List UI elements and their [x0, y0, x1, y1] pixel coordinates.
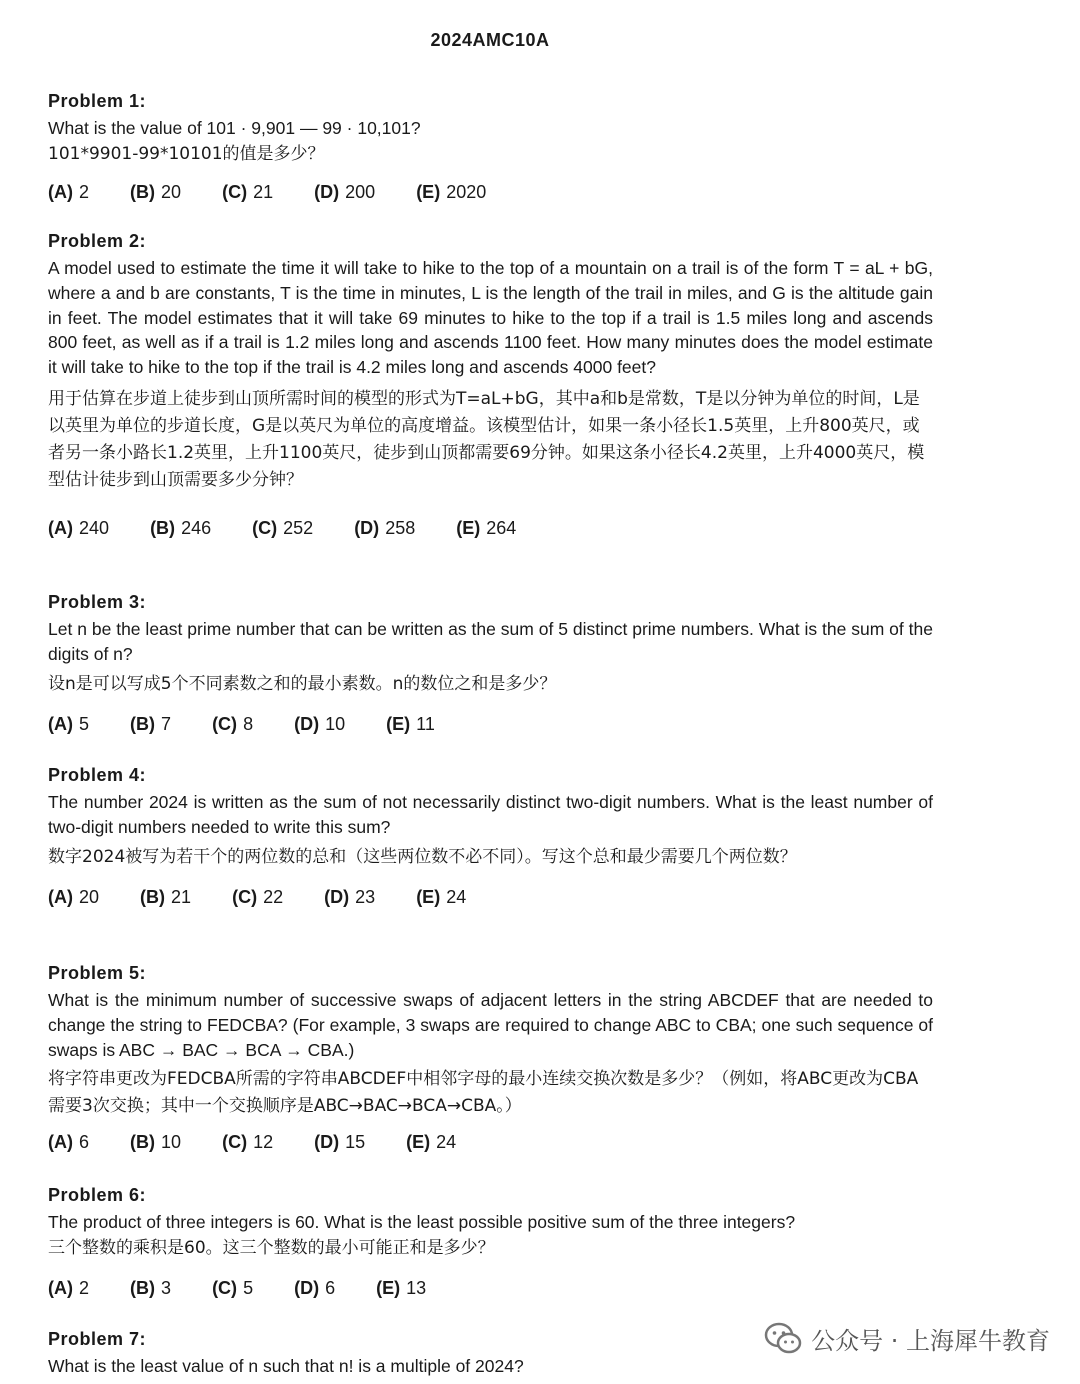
choice-e: (E) 24: [416, 886, 467, 907]
choice-d: (D) 23: [324, 886, 376, 907]
problem-text-en: A model used to estimate the time it will take to hike to the top of a mountain on a trail is of the form T = aL + bG, where a and b are constants, T is the time in minutes, L is the length of the trail in miles, and G is the altitude gain in feet. The model estimates that it will take 69 minutes to hike to the top if a trail is 1.5 miles long and ascends 800 feet, as well as if a trail is 1.2 miles long and ascends 1100 feet. How many minutes does the model estimate it will take to hike to the top if the trail is 4.2 miles long and ascends 4000 feet?: [48, 258, 933, 378]
choice-e: (E) 13: [376, 1277, 427, 1298]
choice-b: (B) 7: [130, 713, 172, 734]
choice-c: (C) 8: [212, 713, 254, 734]
choice-b: (B) 20: [130, 181, 182, 202]
problem-text-zh: 数字2024被写为若干个的两位数的总和（这些两位数不必不同）。写这个总和最少需要几个两位数？: [48, 846, 797, 867]
watermark: [763, 1318, 1050, 1358]
choice-a: (A) 20: [48, 886, 100, 907]
problem-6: [48, 1184, 933, 1300]
problem-title: Problem 1:: [48, 91, 147, 111]
choice-a: (A) 2: [48, 181, 90, 202]
choice-a: (A) 240: [48, 517, 110, 538]
choice-e: (E) 11: [386, 713, 435, 734]
answer-choices: [48, 1276, 933, 1300]
problem-text-en: The product of three integers is 60. What is the least possible positive sum of the three integers?: [48, 1212, 796, 1232]
choice-d: (D) 200: [314, 181, 376, 202]
problem-text-zh: 三个整数的乘积是60。这三个整数的最小可能正和是多少？: [48, 1237, 495, 1258]
choice-d: (D) 258: [354, 517, 416, 538]
problem-text-zh: 设n是可以写成5个不同素数之和的最小素数。n的数位之和是多少？: [48, 673, 557, 694]
problem-text-en: The number 2024 is written as the sum of not necessarily distinct two-digit numbers. What is the least number of two-digit numbers needed to write this sum?: [48, 792, 933, 837]
choice-c: (C) 22: [232, 886, 284, 907]
problem-2: [48, 230, 933, 540]
problem-4: [48, 764, 933, 909]
choice-d: (D) 10: [294, 713, 346, 734]
choice-c: (C) 12: [222, 1132, 274, 1153]
choice-d: (D) 6: [294, 1277, 336, 1298]
choice-b: (B) 21: [140, 886, 192, 907]
choice-b: (B) 3: [130, 1277, 172, 1298]
choice-e: (E) 264: [456, 517, 517, 538]
problem-text-zh: 101*9901-99*10101的值是多少？: [48, 143, 325, 164]
problem-title: Problem 7:: [48, 1329, 147, 1349]
problem-text-en: What is the minimum number of successive swaps of adjacent letters in the string ABCDEF that are needed to change the string to FEDCBA? (For example, 3 swaps are required to change ABC to CBA; one such sequence of swaps is ABC → BAC → BCA → CBA.): [48, 990, 933, 1060]
problem-3: [48, 591, 933, 736]
problem-text-zh: 用于估算在步道上徒步到山顶所需时间的模型的形式为T=aL+bG，其中a和b是常数，T是以分钟为单位的时间，L是以英里为单位的步道长度，G是以英尺为单位的高度增益。该模型估计，如果一条小径长1.5英里，上升800英尺，或者另一条小路长1.2英里，上升1100英尺，徒步到山顶都需要69分钟。如果这条小径长4.2英里，上升4000英尺，模型估计徒步到山顶需要多少分钟？: [48, 388, 925, 490]
choice-a: (A) 6: [48, 1132, 90, 1153]
problem-title: Problem 3:: [48, 592, 147, 612]
problem-1: [48, 90, 933, 204]
problem-text-en: Let n be the least prime number that can be written as the sum of 5 distinct prime numbers. What is the sum of the digits of n?: [48, 619, 933, 664]
choice-a: (A) 2: [48, 1277, 90, 1298]
problem-title: Problem 5:: [48, 963, 147, 983]
problem-title: Problem 6:: [48, 1185, 147, 1205]
problem-text-en: What is the value of 101 · 9,901 — 99 · 10,101?: [48, 118, 421, 138]
answer-choices: [48, 712, 933, 736]
document-title: 2024AMC10A: [430, 30, 550, 50]
answer-choices: [48, 516, 933, 540]
wechat-icon: [763, 1318, 803, 1358]
choice-e: (E) 24: [406, 1132, 457, 1153]
choice-c: (C) 252: [252, 517, 314, 538]
answer-choices: [48, 885, 933, 909]
choice-e: (E) 2020: [416, 181, 487, 202]
problem-text-zh: 将字符串更改为FEDCBA所需的字符串ABCDEF中相邻字母的最小连续交换次数是多少？（例如，将ABC更改为CBA需要3次交换；其中一个交换顺序是ABC→BAC→BCA→CBA。）: [48, 1069, 919, 1117]
choice-c: (C) 5: [212, 1277, 254, 1298]
choice-d: (D) 15: [314, 1132, 366, 1153]
answer-choices: [48, 1130, 933, 1154]
problem-title: Problem 2:: [48, 231, 147, 251]
answer-choices: [48, 180, 933, 204]
choice-c: (C) 21: [222, 181, 274, 202]
choice-b: (B) 10: [130, 1132, 182, 1153]
choice-a: (A) 5: [48, 713, 90, 734]
choice-b: (B) 246: [150, 517, 212, 538]
watermark-text: 公众号 · 上海犀牛教育: [811, 1326, 1050, 1355]
problem-title: Problem 4:: [48, 765, 147, 785]
problem-text-en: What is the least value of n such that n! is a multiple of 2024?: [48, 1356, 524, 1376]
problem-5: [48, 962, 933, 1154]
